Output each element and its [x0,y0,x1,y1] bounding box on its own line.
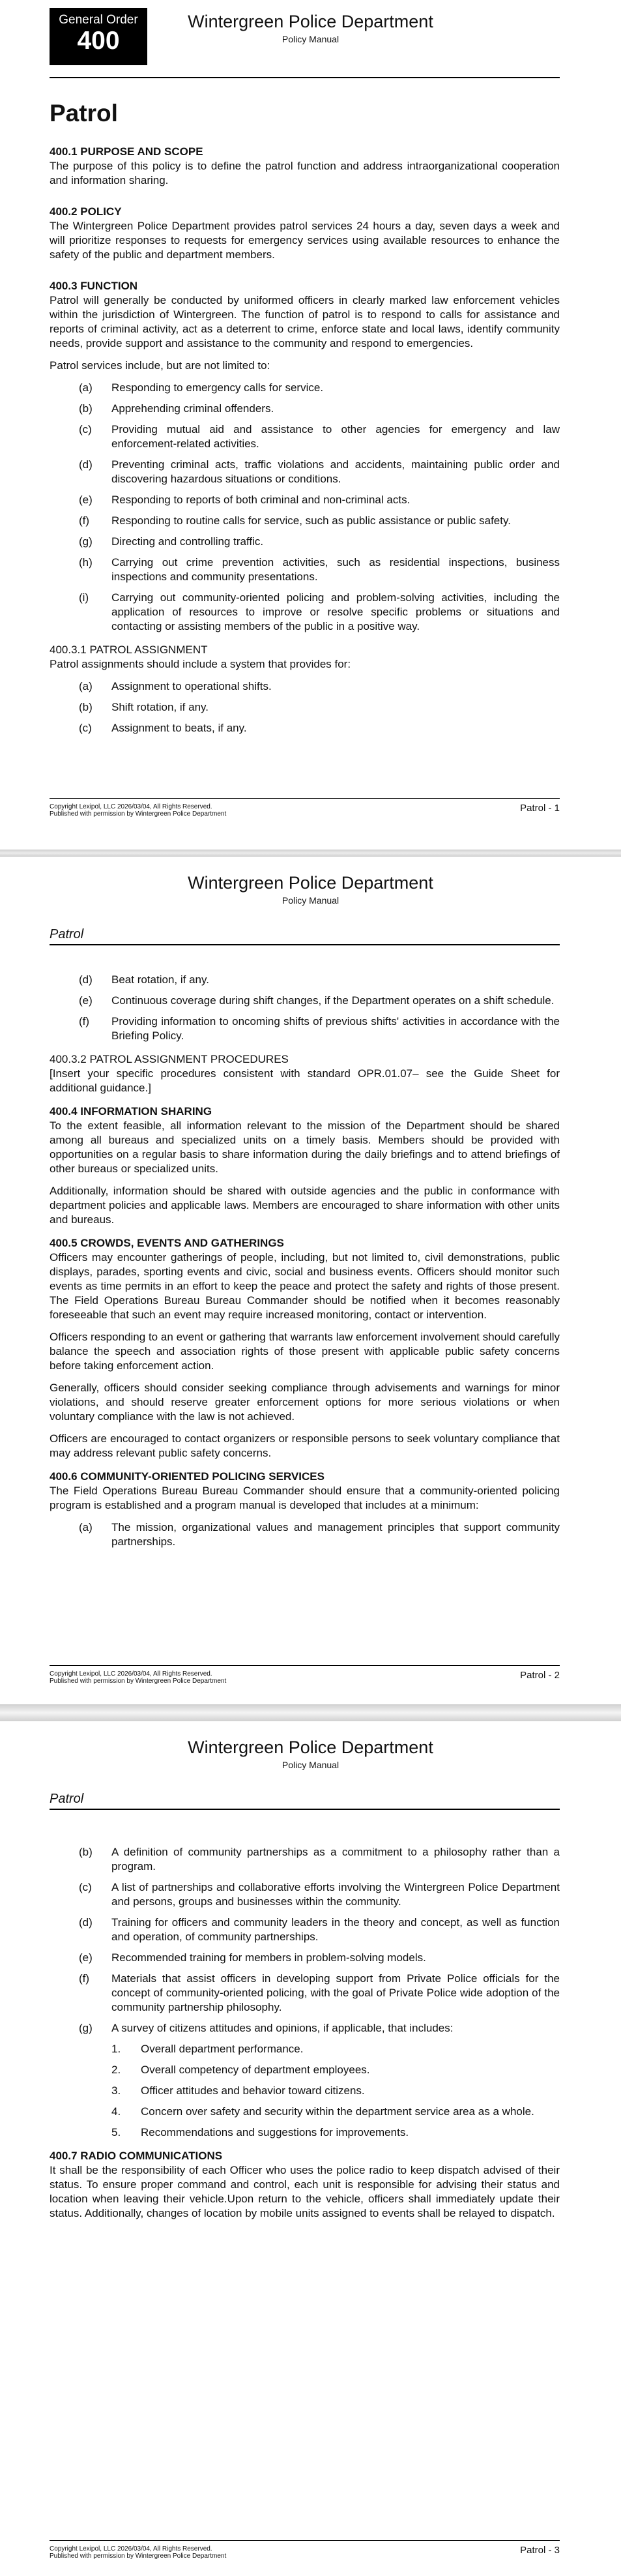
footer-page-number: Patrol - 3 [520,2545,560,2556]
subsection-heading: 400.3.1 PATROL ASSIGNMENT [50,644,208,656]
section-400-6-continued [50,1845,560,2140]
section-400-2 [50,205,560,262]
section-400-3-2 [50,1052,560,1095]
footer-rule [50,1665,560,1666]
header-rule [50,944,560,945]
running-title: Patrol [50,927,84,941]
list-item: (e) Recommended training for members in problem-solving models. [79,1951,426,1964]
list-item: (a) Assignment to operational shifts. [79,680,272,692]
section-400-4 [50,1104,560,1227]
list-item: (b) Shift rotation, if any. [79,701,209,713]
list-item: (f) Materials that assist officers in developing support from Private Police officials for the concept of community-oriented policing, with the goal of Private Police wide adoption of the community partnership philosophy. [79,1972,560,2013]
page-2 [0,857,621,1704]
list-item: (a) The mission, organizational values and management principles that support community partnerships. [79,1521,560,1548]
running-title: Patrol [50,1792,84,1806]
section-400-3-1 [50,643,560,735]
list-item: (g) A survey of citizens attitudes and opinions, if applicable, that includes: [79,2022,454,2034]
general-order-label: General Order [59,13,138,27]
list-item: (e) Continuous coverage during shift changes, if the Department operates on a shift schedule. [79,994,555,1007]
department-name: Wintergreen Police Department [188,873,433,893]
list-item: (d) Beat rotation, if any. [79,973,209,986]
footer-copyright: Copyright Lexipol, LLC 2026/03/04, All Rights Reserved. Published with permission by Wintergreen Police Department [50,1670,227,1685]
page-separator [0,1704,621,1721]
section-heading: 400.3 FUNCTION [50,280,138,292]
page-3-content [50,1845,560,2228]
section-text: It shall be the responsibility of each Officer who uses the police radio to keep dispatch advised of their status. To ensure proper command and control, each unit is responsible for advising their status and location when leaving their vehicle.Upon return to the vehicle, officers shall immediately update their status. Additionally, changes of location by mobile units assigned to events shall be relayed to dispatch. [50,2164,560,2219]
list-item: (b) A definition of community partnerships as a commitment to a philosophy rather than a program. [79,1846,560,1873]
section-400-1 [50,145,560,188]
list-item: (h) Carrying out crime prevention activities, such as residential inspections, business inspections and community presentations. [79,556,560,583]
list-item: (d) Preventing criminal acts, traffic violations and accidents, maintaining public order and discovering hazardous situations or conditions. [79,458,560,485]
list-item: (b) Apprehending criminal offenders. [79,402,274,415]
numbered-item: 1. Overall department performance. [111,2043,304,2055]
subsection-heading: 400.3.2 PATROL ASSIGNMENT PROCEDURES [50,1053,289,1065]
list-item: (g) Directing and controlling traffic. [79,535,264,548]
section-heading: 400.6 COMMUNITY-ORIENTED POLICING SERVICES [50,1470,325,1483]
list-item: (f) Providing information to oncoming shifts of previous shifts' activities in accordance with the Briefing Policy. [79,1015,560,1042]
manual-name: Policy Manual [282,34,339,44]
section-400-6 [50,1470,560,1549]
section-400-3-1-continued [50,973,560,1043]
numbered-item: 3. Officer attitudes and behavior toward citizens. [111,2084,365,2097]
list-item: (c) Assignment to beats, if any. [79,722,247,734]
page-3 [0,1721,621,2576]
footer-copyright: Copyright Lexipol, LLC 2026/03/04, All Rights Reserved. Published with permission by Wintergreen Police Department [50,803,227,818]
section-heading: 400.7 RADIO COMMUNICATIONS [50,2150,223,2162]
numbered-item: 4. Concern over safety and security within the department service area as a whole. [111,2105,534,2118]
footer-page-number: Patrol - 1 [520,803,560,814]
list-item: (c) A list of partnerships and collaborative efforts involving the Wintergreen Police Department and persons, groups and businesses within the community. [79,1881,560,1908]
department-name: Wintergreen Police Department [188,12,433,31]
section-text: The Field Operations Bureau Bureau Commander should ensure that a community-oriented policing program is established and a program manual is developed that includes at a minimum: [50,1485,560,1511]
footer-page-number: Patrol - 2 [520,1670,560,1681]
header-rule [50,77,560,78]
department-name: Wintergreen Police Department [188,1738,433,1757]
list-item: (i) Carrying out community-oriented policing and problem-solving activities, including the application of resources to improve or resolve specific problems or situations and contacting or assisting members of the public in a positive way. [79,591,560,632]
chapter-title: Patrol [50,100,118,126]
section-400-7 [50,2149,560,2221]
list-item: (c) Providing mutual aid and assistance to other agencies for emergency and law enforcement-related activities. [79,423,560,450]
manual-name: Policy Manual [282,895,339,906]
section-text: Generally, officers should consider seeking compliance through advisements and warnings for minor violations, and should reserve greater enforcement options for more serious violations or when voluntary compliance with the law is not achieved. [50,1382,560,1423]
section-text: Patrol assignments should include a system that provides for: [50,658,351,670]
section-text: Patrol services include, but are not limited to: [50,359,270,372]
footer-rule [50,2540,560,2541]
section-400-3 [50,279,560,634]
list-item: (f) Responding to routine calls for service, such as public assistance or public safety. [79,514,511,527]
manual-name: Policy Manual [282,1760,339,1770]
section-400-5 [50,1236,560,1460]
numbered-item: 2. Overall competency of department employees. [111,2064,370,2076]
list-item: (e) Responding to reports of both criminal and non-criminal acts. [79,494,411,506]
section-heading: 400.2 POLICY [50,205,122,218]
list-item: (d) Training for officers and community leaders in the theory and concept, as well as function and operation, of community partnerships. [79,1916,560,1943]
page-2-content [50,973,560,1556]
numbered-item: 5. Recommendations and suggestions for improvements. [111,2126,409,2139]
section-text: The purpose of this policy is to define the patrol function and address intraorganizational cooperation and information sharing. [50,160,560,186]
general-order-number: 400 [77,27,120,55]
footer-copyright: Copyright Lexipol, LLC 2026/03/04, All Rights Reserved. Published with permission by Wintergreen Police Department [50,2545,227,2560]
page-1-content [50,99,560,742]
section-heading: 400.1 PURPOSE AND SCOPE [50,145,203,158]
section-heading: 400.4 INFORMATION SHARING [50,1105,212,1118]
section-text: To the extent feasible, all information relevant to the mission of the Department should be shared among all bureaus and specialized units on a timely basis. Members should be provided with opportunities on a regular basis to share information during the daily briefings and to attend briefings of other bureaus or specialized units. [50,1119,560,1175]
section-text: Additionally, information should be shared with outside agencies and the public in conformance with department policies and applicable laws. Members are encouraged to share information with other units and bureaus. [50,1185,560,1226]
page-1 [0,0,621,850]
section-text: The Wintergreen Police Department provides patrol services 24 hours a day, seven days a week and will prioritize responses to requests for emergency services using available resources to enhance the safety of the public and department members. [50,220,560,261]
section-text: [Insert your specific procedures consistent with standard OPR.01.07– see the Guide Sheet for additional guidance.] [50,1067,560,1094]
footer-rule [50,798,560,799]
section-text: Officers are encouraged to contact organizers or responsible persons to seek voluntary compliance that may address relevant public safety concerns. [50,1432,560,1459]
section-text: Officers may encounter gatherings of people, including, but not limited to, civil demonstrations, public displays, parades, sporting events and civic, social and business events. Officers should monitor such events as time permits in an effort to keep the peace and protect the safety and rights of those present. The Field Operations Bureau Bureau Commander should be notified when it becomes reasonably foreseeable that such an event may require increased monitoring, contact or intervention. [50,1251,560,1321]
header-rule [50,1809,560,1810]
page-separator [0,850,621,857]
section-heading: 400.5 CROWDS, EVENTS AND GATHERINGS [50,1237,284,1249]
section-text: Patrol will generally be conducted by uniformed officers in clearly marked law enforcement vehicles within the jurisdiction of Wintergreen. The function of patrol is to respond to calls for assistance and reports of criminal activity, act as a deterrent to crime, enforce state and local laws, identify community needs, provide support and assistance to the community and respond to emergencies. [50,294,560,349]
list-item: (a) Responding to emergency calls for service. [79,381,324,394]
section-text: Officers responding to an event or gathering that warrants law enforcement involvement should carefully balance the speech and association rights of those present with applicable public safety concerns before taking enforcement action. [50,1331,560,1372]
